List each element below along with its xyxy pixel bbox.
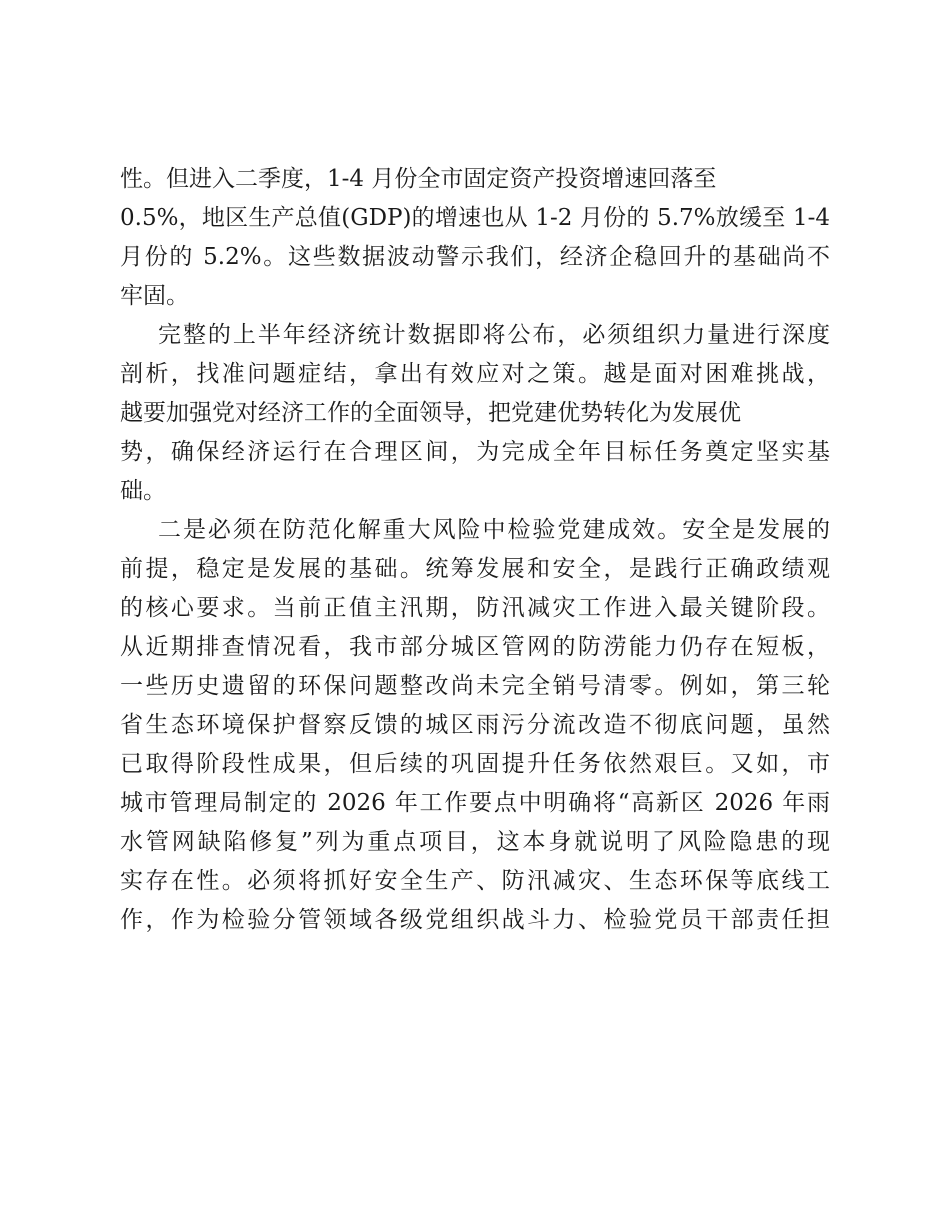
text-line: 一些历史遗留的环保问题整改尚未完全销号清零。例如，第三轮 — [120, 673, 830, 699]
text-line: 牢固。 — [120, 283, 189, 309]
text-line: 作，作为检验分管领域各级党组织战斗力、检验党员干部责任担 — [120, 907, 830, 933]
text-line: 性。但进入二季度，1-4 月份全市固定资产投资增速回落至 — [120, 166, 717, 192]
text-line: 的核心要求。当前正值主汛期，防汛减灾工作进入最关键阶段。 — [120, 595, 830, 621]
text-line: 月份的 5.2%。这些数据波动警示我们，经济企稳回升的基础尚不 — [120, 244, 830, 270]
text-line: 省生态环境保护督察反馈的城区雨污分流改造不彻底问题，虽然 — [120, 712, 830, 738]
paragraph-first-line: 二是必须在防范化解重大风险中检验党建成效。安全是发展的 — [158, 517, 830, 543]
text-line: 前提，稳定是发展的基础。统筹发展和安全，是践行正确政绩观 — [120, 556, 830, 582]
paragraph-first-line: 完整的上半年经济统计数据即将公布，必须组织力量进行深度 — [158, 322, 830, 348]
text-line: 城市管理局制定的 2026 年工作要点中明确将“高新区 2026 年雨 — [120, 790, 830, 816]
text-line: 实存在性。必须将抓好安全生产、防汛减灾、生态环保等底线工 — [120, 868, 830, 894]
text-line: 础。 — [120, 478, 166, 504]
text-line: 从近期排查情况看，我市部分城区管网的防涝能力仍存在短板， — [120, 634, 830, 660]
document-body — [120, 160, 830, 940]
text-line: 0.5%，地区生产总值(GDP)的增速也从 1-2 月份的 5.7%放缓至 1-4 — [120, 205, 830, 231]
text-line: 已取得阶段性成果，但后续的巩固提升任务依然艰巨。又如，市 — [120, 751, 830, 777]
text-line: 越要加强党对经济工作的全面领导，把党建优势转化为发展优 — [120, 400, 741, 426]
text-line: 势，确保经济运行在合理区间，为完成全年目标任务奠定坚实基 — [120, 439, 830, 465]
text-line: 剖析，找准问题症结，拿出有效应对之策。越是面对困难挑战， — [120, 361, 830, 387]
text-line: 水管网缺陷修复”列为重点项目，这本身就说明了风险隐患的现 — [120, 829, 830, 855]
